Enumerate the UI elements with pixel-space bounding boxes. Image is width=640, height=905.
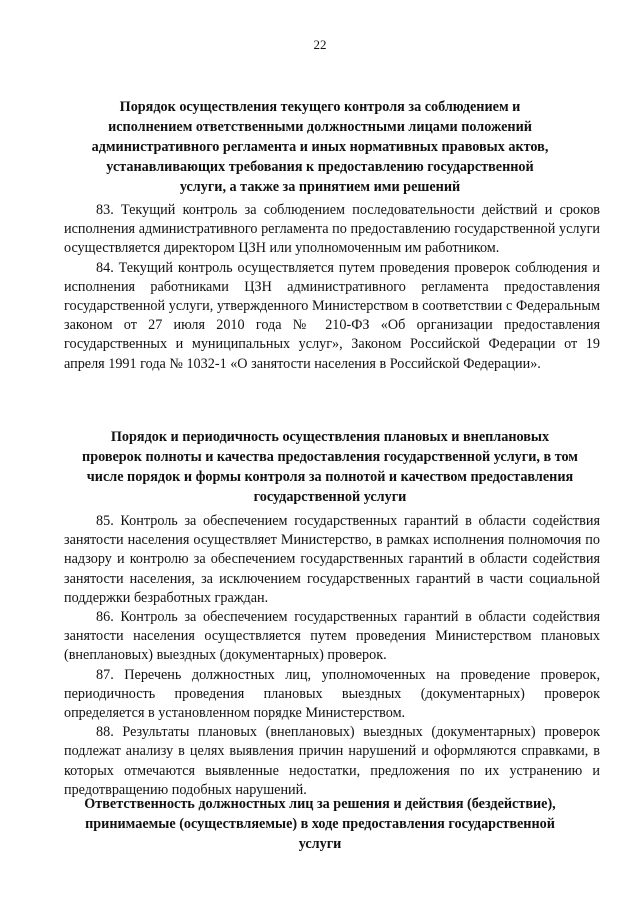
paragraph-87: 87. Перечень должностных лиц, уполномоченных на проведение проверок, периодичность проведения плановых выездных (документарных) проверок определяется в установленном порядке Министерством.: [64, 666, 600, 722]
section-body-current-control: [64, 201, 600, 374]
paragraph-83: 83. Текущий контроль за соблюдением последовательности действий и сроков исполнения административного регламента по предоставлению государственной услуги осуществляется директором ЦЗН или уполномоченным им работником.: [64, 202, 600, 257]
paragraph-86: 86. Контроль за обеспечением государственных гарантий в области содействия занятости населения осуществляется путем проведения Министерством плановых (внеплановых) выездных (документарных) проверок.: [64, 609, 600, 664]
section-heading-inspections: Порядок и периодичность осуществления плановых и внеплановых проверок полноты и качества предоставления государственной услуги, в том числе порядок и формы контроля за полнотой и качеством предоставления государственной услуги: [82, 429, 578, 505]
section-heading-current-control: Порядок осуществления текущего контроля за соблюдением и исполнением ответственными должностными лицами положений административного регламента и иных нормативных правовых актов, устанавливающих требования к предоставлению государственной услуги, а также за принятием ими решений: [91, 99, 549, 195]
section-body-inspections: [64, 512, 600, 800]
paragraph-88: 88. Результаты плановых (внеплановых) выездных (документарных) проверок подлежат анализу в целях выявления причин нарушений и оформляются справками, в которых отмечаются выявленные недостатки, предложения по их устранению и предотвращению подобных нарушений.: [64, 724, 600, 798]
paragraph-84: 84. Текущий контроль осуществляется путем проведения проверок соблюдения и исполнения работниками ЦЗН административного регламента предоставления государственной услуги, утвержденного Министерством в соответствии с Федеральным законом от 27 июля 2010 года № 210-ФЗ «Об организации предоставления государственных и муниципальных услуг», Законом Российской Федерации от 19 апреля 1991 года № 1032-1 «О занятости населения в Российской Федерации».: [64, 259, 600, 372]
paragraph-85: 85. Контроль за обеспечением государственных гарантий в области содействия занятости населения осуществляет Министерство, в рамках исполнения полномочия по надзору и контролю за обеспечением государственных гарантий в области содействия занятости населения, за исключением государственных гарантий в части социальной поддержки безработных граждан.: [64, 513, 600, 606]
page-number: 22: [313, 37, 327, 52]
section-heading-responsibility: Ответственность должностных лиц за решения и действия (бездействие), принимаемые (осуществляемые) в ходе предоставления государственной услуги: [84, 796, 556, 852]
